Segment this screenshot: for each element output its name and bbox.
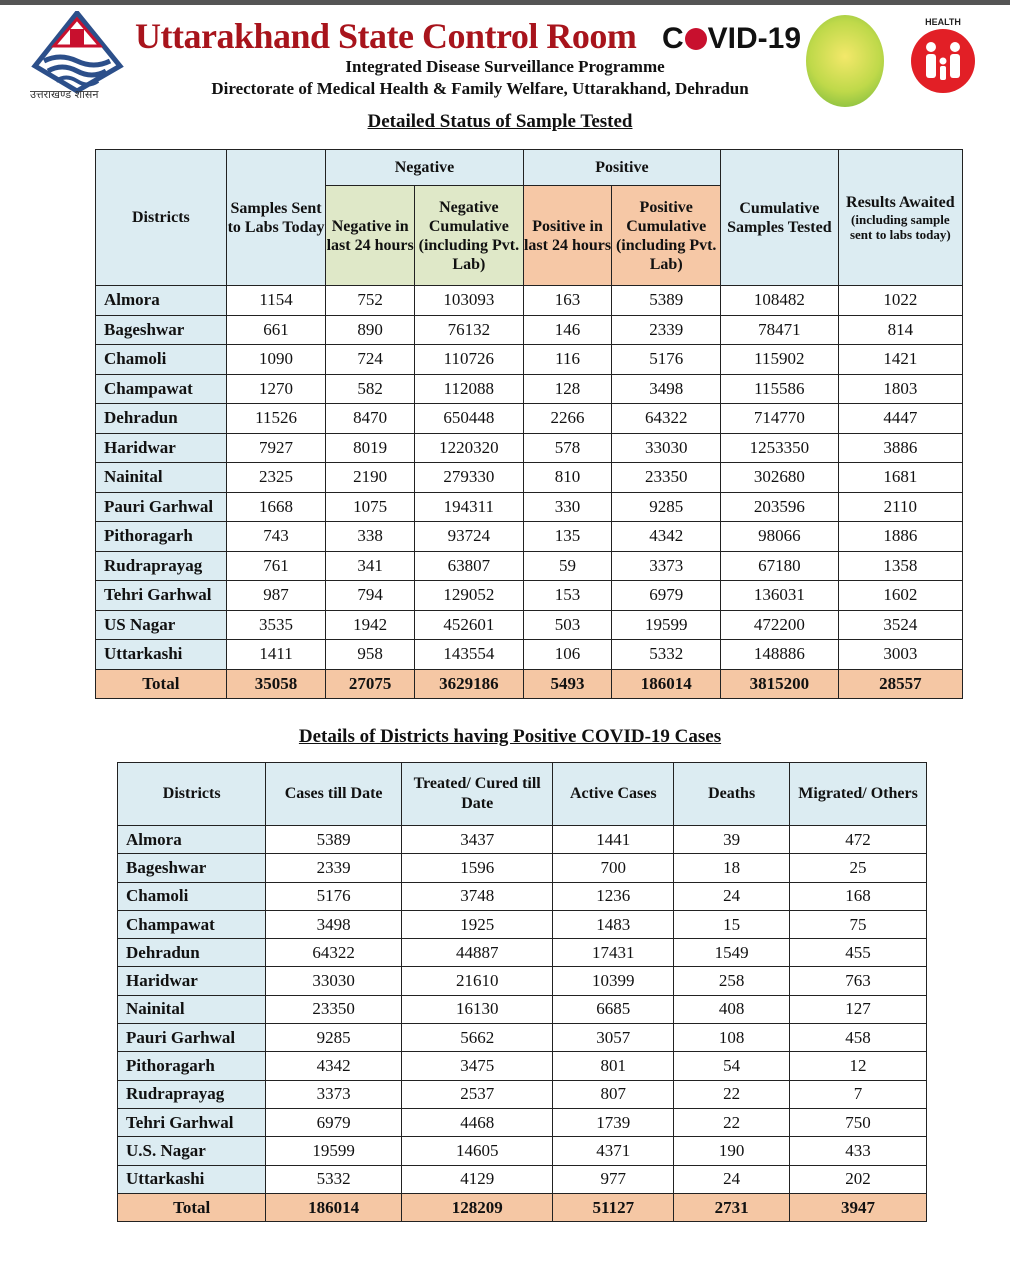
cell-value: 987 [226,581,326,611]
district-name: Haridwar [118,967,266,995]
district-name: Chamoli [118,882,266,910]
column-header: Deaths [674,763,790,826]
cell-value: 582 [326,374,415,404]
cell-value: 6979 [266,1108,402,1136]
table-row [118,1108,927,1136]
cell-value: 203596 [721,492,839,522]
cell-value: 76132 [415,315,524,345]
table-row [96,640,963,670]
district-name: Almora [118,826,266,854]
district-name: Tehri Garhwal [118,1108,266,1136]
cell-value: 78471 [721,315,839,345]
district-name: Bageshwar [96,315,227,345]
cell-value: 807 [553,1080,674,1108]
table-row [118,854,927,882]
cell-value: 4447 [838,404,962,434]
cell-value: 64322 [612,404,721,434]
cell-value: 1681 [838,463,962,493]
cell-value: 1925 [401,910,552,938]
total-value: 3947 [790,1193,927,1221]
cell-value: 143554 [415,640,524,670]
table-row [118,1165,927,1193]
cell-value: 3057 [553,1024,674,1052]
table-row [118,1080,927,1108]
cell-value: 2339 [266,854,402,882]
district-name: Champawat [118,910,266,938]
results-awaited-label: Results Awaited [846,194,955,211]
cell-value: 452601 [415,610,524,640]
table-row [118,1052,927,1080]
cell-value: 9285 [266,1024,402,1052]
table-row [96,286,963,316]
cell-value: 190 [674,1137,790,1165]
cell-value: 5332 [266,1165,402,1193]
cell-value: 4129 [401,1165,552,1193]
cell-value: 503 [523,610,612,640]
district-name: Tehri Garhwal [96,581,227,611]
column-header: Districts [118,763,266,826]
cell-value: 10399 [553,967,674,995]
cell-value: 19599 [612,610,721,640]
col-cumulative-tested: Cumulative Samples Tested [721,150,839,286]
cell-value: 1596 [401,854,552,882]
cell-value: 743 [226,522,326,552]
cell-value: 5662 [401,1024,552,1052]
cell-value: 4342 [266,1052,402,1080]
table-row [96,404,963,434]
cell-value: 163 [523,286,612,316]
covid-suffix: VID-19 [707,22,802,55]
cell-value: 16130 [401,995,552,1023]
cell-value: 3437 [401,826,552,854]
cell-value: 801 [553,1052,674,1080]
district-name: Bageshwar [118,854,266,882]
cell-value: 115586 [721,374,839,404]
district-name: Dehradun [96,404,227,434]
total-value: 35058 [226,669,326,699]
table-row [118,1024,927,1052]
district-name: Rudraprayag [118,1080,266,1108]
cell-value: 1668 [226,492,326,522]
district-name: Pauri Garhwal [118,1024,266,1052]
cell-value: 3373 [266,1080,402,1108]
cell-value: 115902 [721,345,839,375]
virus-icon [685,28,707,50]
cell-value: 110726 [415,345,524,375]
cell-value: 472 [790,826,927,854]
district-name: Uttarkashi [96,640,227,670]
cell-value: 1602 [838,581,962,611]
cell-value: 3498 [266,910,402,938]
cell-value: 127 [790,995,927,1023]
cell-value: 19599 [266,1137,402,1165]
cell-value: 4342 [612,522,721,552]
cell-value: 44887 [401,939,552,967]
cell-value: 63807 [415,551,524,581]
cell-value: 17431 [553,939,674,967]
cell-value: 2325 [226,463,326,493]
group-negative: Negative [326,150,523,186]
column-header: Treated/ Cured till Date [401,763,552,826]
cell-value: 1421 [838,345,962,375]
district-name: Champawat [96,374,227,404]
subtitle-directorate: Directorate of Medical Health & Family Welfare, Uttarakhand, Dehradun [211,79,749,98]
cell-value: 116 [523,345,612,375]
cell-value: 810 [523,463,612,493]
total-value: 3815200 [721,669,839,699]
cell-value: 54 [674,1052,790,1080]
table-row [118,939,927,967]
cell-value: 75 [790,910,927,938]
cell-value: 890 [326,315,415,345]
cell-value: 3535 [226,610,326,640]
cell-value: 578 [523,433,612,463]
cell-value: 714770 [721,404,839,434]
table-row [118,826,927,854]
cell-value: 12 [790,1052,927,1080]
cell-value: 1886 [838,522,962,552]
cell-value: 128 [523,374,612,404]
cell-value: 93724 [415,522,524,552]
table-row [118,995,927,1023]
cell-value: 14605 [401,1137,552,1165]
table-row [96,345,963,375]
district-name: U.S. Nagar [118,1137,266,1165]
cell-value: 135 [523,522,612,552]
table-row [96,551,963,581]
cell-value: 1220320 [415,433,524,463]
cell-value: 136031 [721,581,839,611]
total-value: 2731 [674,1193,790,1221]
district-name: Uttarkashi [118,1165,266,1193]
cell-value: 59 [523,551,612,581]
col-samples-sent: Samples Sent to Labs Today [226,150,326,286]
cell-value: 338 [326,522,415,552]
cell-value: 458 [790,1024,927,1052]
cell-value: 39 [674,826,790,854]
sample-status-table [95,149,963,699]
cell-value: 661 [226,315,326,345]
column-header: Migrated/ Others [790,763,927,826]
cell-value: 21610 [401,967,552,995]
cell-value: 1022 [838,286,962,316]
table-row [118,882,927,910]
table-row [96,315,963,345]
table-row [96,492,963,522]
cell-value: 202 [790,1165,927,1193]
cell-value: 1253350 [721,433,839,463]
cell-value: 3373 [612,551,721,581]
cell-value: 761 [226,551,326,581]
col-negative-24h: Negative in last 24 hours [326,186,415,286]
column-header: Active Cases [553,763,674,826]
district-name: Pithoragarh [96,522,227,552]
district-name: Chamoli [96,345,227,375]
cases-table-title: Details of Districts having Positive COVID-19 Cases [298,726,722,747]
cell-value: 24 [674,882,790,910]
cell-value: 1270 [226,374,326,404]
cell-value: 24 [674,1165,790,1193]
cell-value: 1090 [226,345,326,375]
table-row [118,1137,927,1165]
total-value: 3629186 [415,669,524,699]
table-row [96,433,963,463]
cell-value: 341 [326,551,415,581]
cell-value: 3524 [838,610,962,640]
cell-value: 1739 [553,1108,674,1136]
col-negative-cumulative: Negative Cumulative (including Pvt. Lab) [415,186,524,286]
cell-value: 2266 [523,404,612,434]
cell-value: 1075 [326,492,415,522]
total-value: 51127 [553,1193,674,1221]
cell-value: 2190 [326,463,415,493]
cell-value: 8019 [326,433,415,463]
sample-table-title: Detailed Status of Sample Tested [367,111,633,132]
cell-value: 1483 [553,910,674,938]
cell-value: 814 [838,315,962,345]
cell-value: 1441 [553,826,674,854]
cell-value: 977 [553,1165,674,1193]
cell-value: 15 [674,910,790,938]
district-name: US Nagar [96,610,227,640]
state-logo-caption: उत्तराखण्ड शासन [30,88,99,101]
cell-value: 22 [674,1108,790,1136]
cell-value: 2110 [838,492,962,522]
district-name: Pithoragarh [118,1052,266,1080]
cell-value: 18 [674,854,790,882]
total-value: 5493 [523,669,612,699]
column-header: Cases till Date [266,763,402,826]
cell-value: 23350 [266,995,402,1023]
cell-value: 763 [790,967,927,995]
cell-value: 455 [790,939,927,967]
cell-value: 3498 [612,374,721,404]
cell-value: 98066 [721,522,839,552]
cell-value: 3003 [838,640,962,670]
cell-value: 129052 [415,581,524,611]
cell-value: 3886 [838,433,962,463]
cell-value: 25 [790,854,927,882]
cell-value: 472200 [721,610,839,640]
subtitle-programme: Integrated Disease Surveillance Programme [345,57,665,76]
col-positive-24h: Positive in last 24 hours [523,186,612,286]
cell-value: 5176 [612,345,721,375]
idsp-logo-icon [806,15,884,107]
cell-value: 1236 [553,882,674,910]
total-value: 186014 [612,669,721,699]
cell-value: 108482 [721,286,839,316]
total-value: 128209 [401,1193,552,1221]
cell-value: 64322 [266,939,402,967]
table-row [118,967,927,995]
cell-value: 7927 [226,433,326,463]
cell-value: 9285 [612,492,721,522]
cell-value: 8470 [326,404,415,434]
cell-value: 752 [326,286,415,316]
cell-value: 650448 [415,404,524,434]
cell-value: 330 [523,492,612,522]
cases-table-body [118,826,927,1222]
cell-value: 153 [523,581,612,611]
total-row [96,669,963,699]
cell-value: 279330 [415,463,524,493]
cell-value: 750 [790,1108,927,1136]
cell-value: 794 [326,581,415,611]
district-name: Nainital [118,995,266,1023]
cell-value: 11526 [226,404,326,434]
sample-table-body [96,286,963,699]
cell-value: 7 [790,1080,927,1108]
cell-value: 146 [523,315,612,345]
district-name: Almora [96,286,227,316]
svg-text:HEALTH: HEALTH [925,17,961,27]
positive-cases-table [117,762,927,1222]
district-name: Dehradun [118,939,266,967]
cell-value: 108 [674,1024,790,1052]
cell-value: 112088 [415,374,524,404]
cell-value: 33030 [612,433,721,463]
cell-value: 6685 [553,995,674,1023]
cell-value: 5176 [266,882,402,910]
total-value: 186014 [266,1193,402,1221]
cell-value: 33030 [266,967,402,995]
group-positive: Positive [523,150,720,186]
table-row [96,581,963,611]
total-label: Total [96,669,227,699]
total-label: Total [118,1193,266,1221]
cell-value: 22 [674,1080,790,1108]
table-row [96,610,963,640]
cell-value: 1942 [326,610,415,640]
district-name: Haridwar [96,433,227,463]
total-row [118,1193,927,1221]
district-name: Nainital [96,463,227,493]
cell-value: 700 [553,854,674,882]
national-health-mission-logo-icon [893,13,993,105]
cell-value: 4468 [401,1108,552,1136]
col-districts: Districts [96,150,227,286]
cell-value: 2339 [612,315,721,345]
table-row [118,910,927,938]
cell-value: 3475 [401,1052,552,1080]
cell-value: 1154 [226,286,326,316]
cell-value: 23350 [612,463,721,493]
district-name: Pauri Garhwal [96,492,227,522]
table-row [96,374,963,404]
cell-value: 6979 [612,581,721,611]
page-header [0,5,1010,110]
cell-value: 1803 [838,374,962,404]
total-value: 27075 [326,669,415,699]
col-results-awaited [838,150,962,286]
cell-value: 5389 [266,826,402,854]
cell-value: 724 [326,345,415,375]
cell-value: 433 [790,1137,927,1165]
cell-value: 258 [674,967,790,995]
table-row [96,463,963,493]
cell-value: 1549 [674,939,790,967]
total-value: 28557 [838,669,962,699]
cell-value: 958 [326,640,415,670]
cell-value: 1358 [838,551,962,581]
cell-value: 5389 [612,286,721,316]
cell-value: 67180 [721,551,839,581]
cell-value: 148886 [721,640,839,670]
cell-value: 2537 [401,1080,552,1108]
cell-value: 3748 [401,882,552,910]
results-awaited-note: (including sample sent to labs today) [849,212,951,242]
cases-table-header-row [118,763,927,826]
cell-value: 194311 [415,492,524,522]
cell-value: 106 [523,640,612,670]
cell-value: 168 [790,882,927,910]
district-name: Rudraprayag [96,551,227,581]
covid-19-label [662,22,801,56]
cell-value: 4371 [553,1137,674,1165]
cell-value: 302680 [721,463,839,493]
covid-prefix: C [662,22,684,55]
cell-value: 1411 [226,640,326,670]
cell-value: 408 [674,995,790,1023]
page-title: Uttarakhand State Control Room [135,16,637,56]
cell-value: 103093 [415,286,524,316]
table-row [96,522,963,552]
col-positive-cumulative: Positive Cumulative (including Pvt. Lab) [612,186,721,286]
cell-value: 5332 [612,640,721,670]
